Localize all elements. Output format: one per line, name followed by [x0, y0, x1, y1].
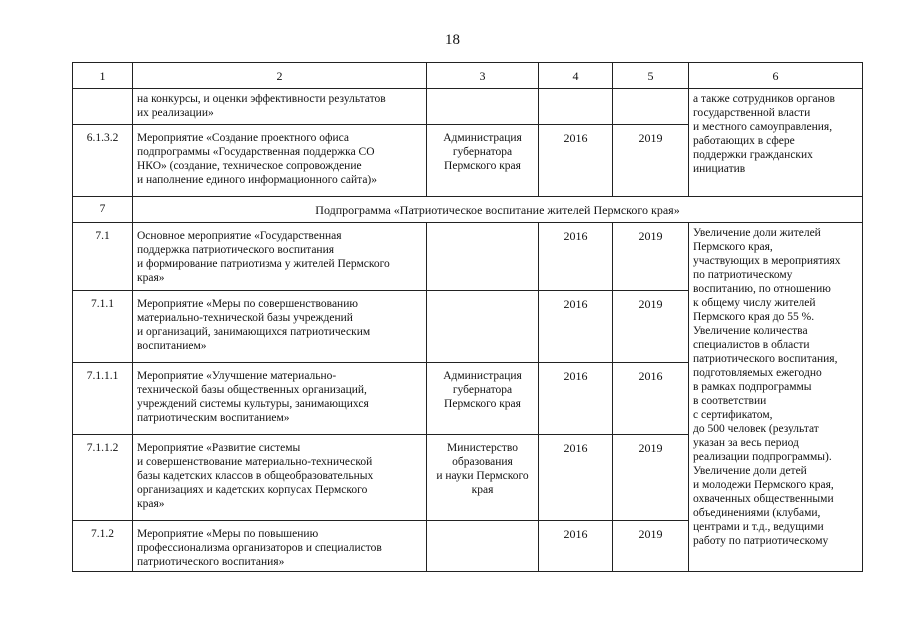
row-description: Мероприятие «Меры по повышению профессионализма организаторов и специалистов патриотического воспитания»	[133, 521, 427, 572]
row-start-year	[539, 89, 613, 125]
row-description: Мероприятие «Развитие системы и совершенствование материально-технической базы кадетских классов в общеобразовательных организациях и кадетских корпусах Пермского края»	[133, 435, 427, 521]
row-start-year: 2016	[539, 435, 613, 521]
row-number	[73, 89, 133, 125]
row-number: 7.1	[73, 223, 133, 291]
row-number: 7.1.1	[73, 291, 133, 363]
program-table	[72, 62, 863, 572]
row-start-year: 2016	[539, 521, 613, 572]
page-number: 18	[445, 32, 460, 48]
row-number: 7.1.1.1	[73, 363, 133, 435]
header-cell-5: 5	[613, 63, 689, 89]
results-cell-bottom: Увеличение доли жителей Пермского края, участвующих в мероприятиях по патриотическому воспитанию, по отношению к общему числу жителей Пермского края до 55 %. Увеличение количества специалистов в области патриотического воспитания, подготовляемых ежегодно в рамках подпрограммы в соответствии с сертификатом, до 500 человек (результат указан за весь период реализации подпрограммы). Увеличение доли детей и молодежи Пермского края, охваченных общественными объединениями (клубами, центрами и т.д., ведущими работу по патриотическому	[689, 223, 863, 572]
header-cell-4: 4	[539, 63, 613, 89]
header-cell-2: 2	[133, 63, 427, 89]
row-executor: Администрация губернатора Пермского края	[427, 363, 539, 435]
row-start-year: 2016	[539, 291, 613, 363]
row-start-year: 2016	[539, 223, 613, 291]
header-cell-3: 3	[427, 63, 539, 89]
row-executor: Администрация губернатора Пермского края	[427, 125, 539, 197]
row-description: Мероприятие «Создание проектного офиса подпрограммы «Государственная поддержка СО НКО» (создание, техническое сопровождение и наполнение единого информационного сайта)»	[133, 125, 427, 197]
row-start-year: 2016	[539, 363, 613, 435]
results-cell-top: а также сотрудников органов государственной власти и местного самоуправления, работающих в сфере поддержки гражданских инициатив	[689, 89, 863, 197]
row-number: 7	[73, 197, 133, 223]
row-description: Основное мероприятие «Государственная поддержка патриотического воспитания и формирование патриотизма у жителей Пермского края»	[133, 223, 427, 291]
row-end-year: 2019	[613, 435, 689, 521]
row-end-year: 2019	[613, 291, 689, 363]
row-description: на конкурсы, и оценки эффективности результатов их реализации»	[133, 89, 427, 125]
row-number: 7.1.1.2	[73, 435, 133, 521]
row-end-year: 2019	[613, 521, 689, 572]
header-cell-6: 6	[689, 63, 863, 89]
row-executor	[427, 521, 539, 572]
header-row	[73, 63, 863, 89]
table-row	[73, 223, 863, 291]
row-description: Мероприятие «Улучшение материально- технической базы общественных организаций, учреждений системы культуры, занимающихся патриотическим воспитанием»	[133, 363, 427, 435]
row-end-year: 2016	[613, 363, 689, 435]
row-number: 6.1.3.2	[73, 125, 133, 197]
row-end-year	[613, 89, 689, 125]
header-cell-1: 1	[73, 63, 133, 89]
row-executor	[427, 291, 539, 363]
row-end-year: 2019	[613, 125, 689, 197]
subprogram-title: Подпрограмма «Патриотическое воспитание жителей Пермского края»	[133, 197, 863, 223]
row-executor	[427, 89, 539, 125]
subprogram-row	[73, 197, 863, 223]
row-description: Мероприятие «Меры по совершенствованию материально-технической базы учреждений и организаций, занимающихся патриотическим воспитанием»	[133, 291, 427, 363]
row-executor: Министерство образования и науки Пермского края	[427, 435, 539, 521]
row-number: 7.1.2	[73, 521, 133, 572]
table-row	[73, 89, 863, 125]
row-end-year: 2019	[613, 223, 689, 291]
row-start-year: 2016	[539, 125, 613, 197]
row-executor	[427, 223, 539, 291]
